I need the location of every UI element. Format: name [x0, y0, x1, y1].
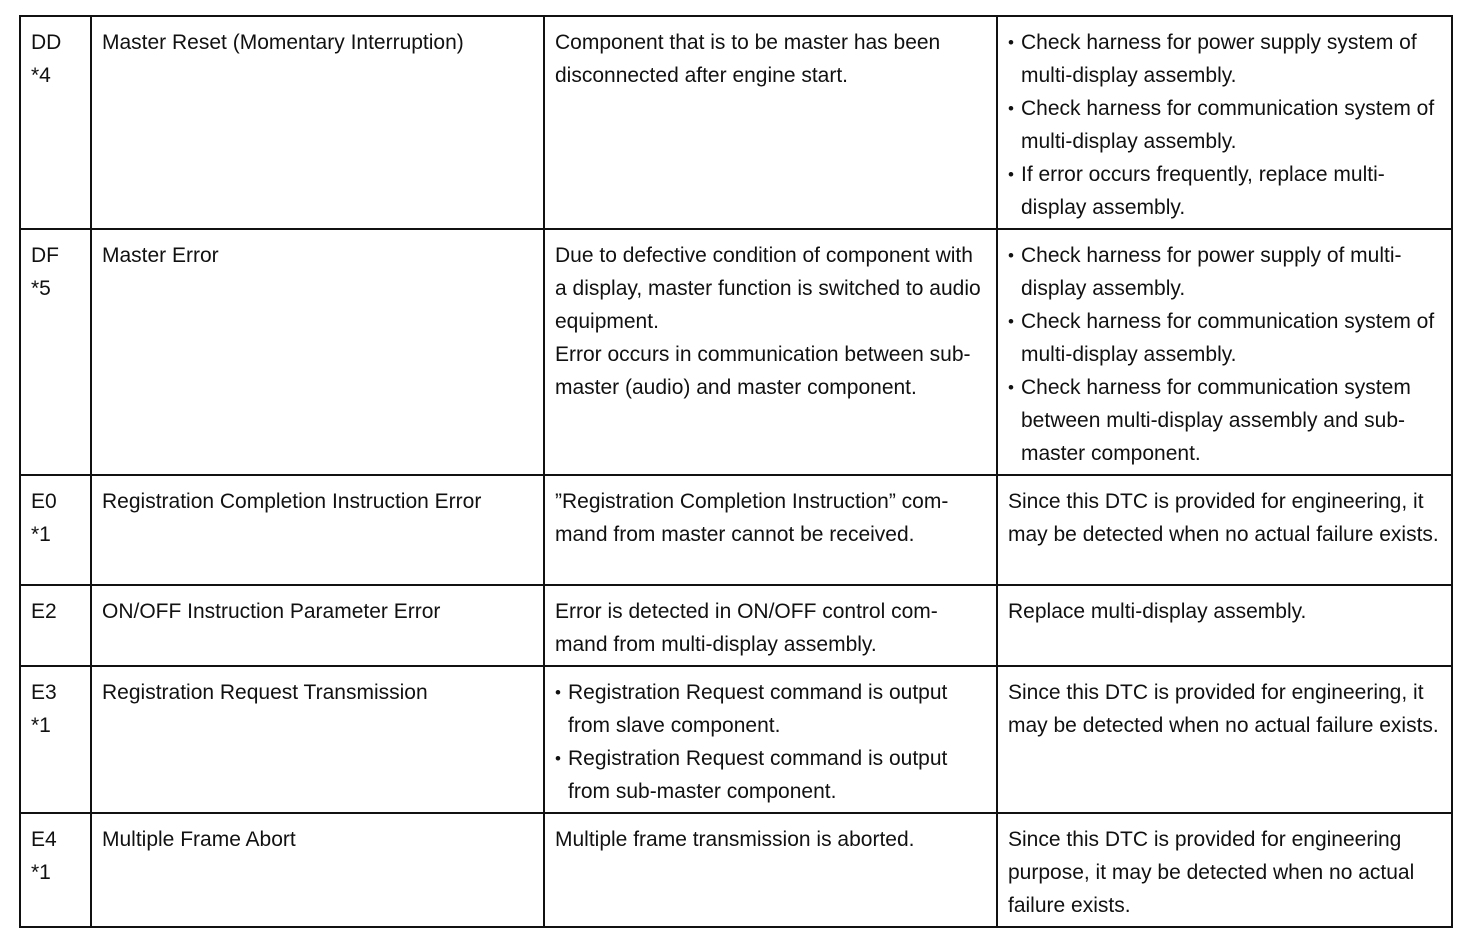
dtc-code: E0 [31, 490, 57, 513]
dtc-code-cell [20, 666, 91, 813]
action-cell [997, 666, 1452, 813]
condition-line: disconnected after engine start. [555, 64, 849, 87]
dtc-note: *4 [31, 64, 51, 87]
table-row [20, 229, 1452, 475]
action-list [1008, 239, 1441, 470]
detection-condition-cell [544, 475, 997, 585]
dtc-name-cell [91, 475, 544, 585]
detection-condition-cell [544, 666, 997, 813]
table-row [20, 16, 1452, 229]
condition-line: Error is detected in ON/OFF control com-mand from multi-display assembly. [555, 600, 938, 656]
table-row [20, 585, 1452, 666]
detection-condition-cell [544, 813, 997, 927]
action-cell [997, 585, 1452, 666]
condition-line: Multiple frame transmission is aborted. [555, 828, 915, 851]
condition-line: ”Registration Completion Instruction” com-mand from master cannot be received. [555, 490, 949, 546]
detection-condition-cell [544, 585, 997, 666]
dtc-name: Multiple Frame Abort [102, 828, 296, 851]
dtc-code-cell [20, 16, 91, 229]
dtc-code-cell [20, 585, 91, 666]
dtc-code-cell [20, 475, 91, 585]
dtc-note: *1 [31, 523, 51, 546]
action-item: • Check harness for communication system of multi-display assembly. [1008, 92, 1441, 158]
action-line: Since this DTC is provided for engineering, it may be detected when no actual failure exists. [1008, 490, 1439, 546]
condition-line: Component that is to be master has been [555, 31, 941, 54]
action-item: • If error occurs frequently, replace multi-display assembly. [1008, 158, 1441, 224]
action-item: • Check harness for power supply of multi-display assembly. [1008, 239, 1441, 305]
dtc-name: ON/OFF Instruction Parameter Error [102, 600, 441, 623]
condition-item: • Registration Request command is output from slave component. [555, 676, 986, 742]
dtc-name: Registration Completion Instruction Error [102, 490, 482, 513]
dtc-name-cell [91, 813, 544, 927]
detection-condition-cell [544, 16, 997, 229]
action-item: • Check harness for power supply system of multi-display assembly. [1008, 26, 1441, 92]
condition-line: Due to defective condition of component with a display, master function is switched to audio equipment. [555, 244, 981, 333]
dtc-name: Master Error [102, 244, 219, 267]
action-cell [997, 475, 1452, 585]
dtc-code-cell [20, 229, 91, 475]
dtc-code: E3 [31, 681, 57, 704]
dtc-note: *1 [31, 714, 51, 737]
action-line: Since this DTC is provided for engineering, it may be detected when no actual failure exists. [1008, 681, 1439, 737]
action-item: • Check harness for communication system of multi-display assembly. [1008, 305, 1441, 371]
dtc-note: *1 [31, 861, 51, 884]
action-item: • Check harness for communication system between multi-display assembly and sub-master component. [1008, 371, 1441, 470]
dtc-name-cell [91, 666, 544, 813]
dtc-code: E4 [31, 828, 57, 851]
action-cell [997, 16, 1452, 229]
dtc-code: E2 [31, 600, 57, 623]
table-row [20, 813, 1452, 927]
dtc-table [19, 15, 1453, 928]
dtc-name: Registration Request Transmission [102, 681, 428, 704]
dtc-name: Master Reset (Momentary Interruption) [102, 31, 464, 54]
condition-item: • Registration Request command is output from sub-master component. [555, 742, 986, 808]
dtc-code: DF [31, 244, 59, 267]
table-row [20, 475, 1452, 585]
dtc-code-cell [20, 813, 91, 927]
action-cell [997, 229, 1452, 475]
action-line: Replace multi-display assembly. [1008, 600, 1307, 623]
dtc-name-cell [91, 585, 544, 666]
dtc-note: *5 [31, 277, 51, 300]
action-list [1008, 26, 1441, 224]
detection-condition-cell [544, 229, 997, 475]
condition-line: Error occurs in communication between sub-master (audio) and master component. [555, 343, 971, 399]
dtc-table-body [20, 16, 1452, 927]
dtc-code: DD [31, 31, 62, 54]
condition-list [555, 676, 986, 808]
dtc-name-cell [91, 229, 544, 475]
table-row [20, 666, 1452, 813]
action-line: Since this DTC is provided for engineering purpose, it may be detected when no actual failure exists. [1008, 828, 1415, 917]
action-cell [997, 813, 1452, 927]
dtc-name-cell [91, 16, 544, 229]
